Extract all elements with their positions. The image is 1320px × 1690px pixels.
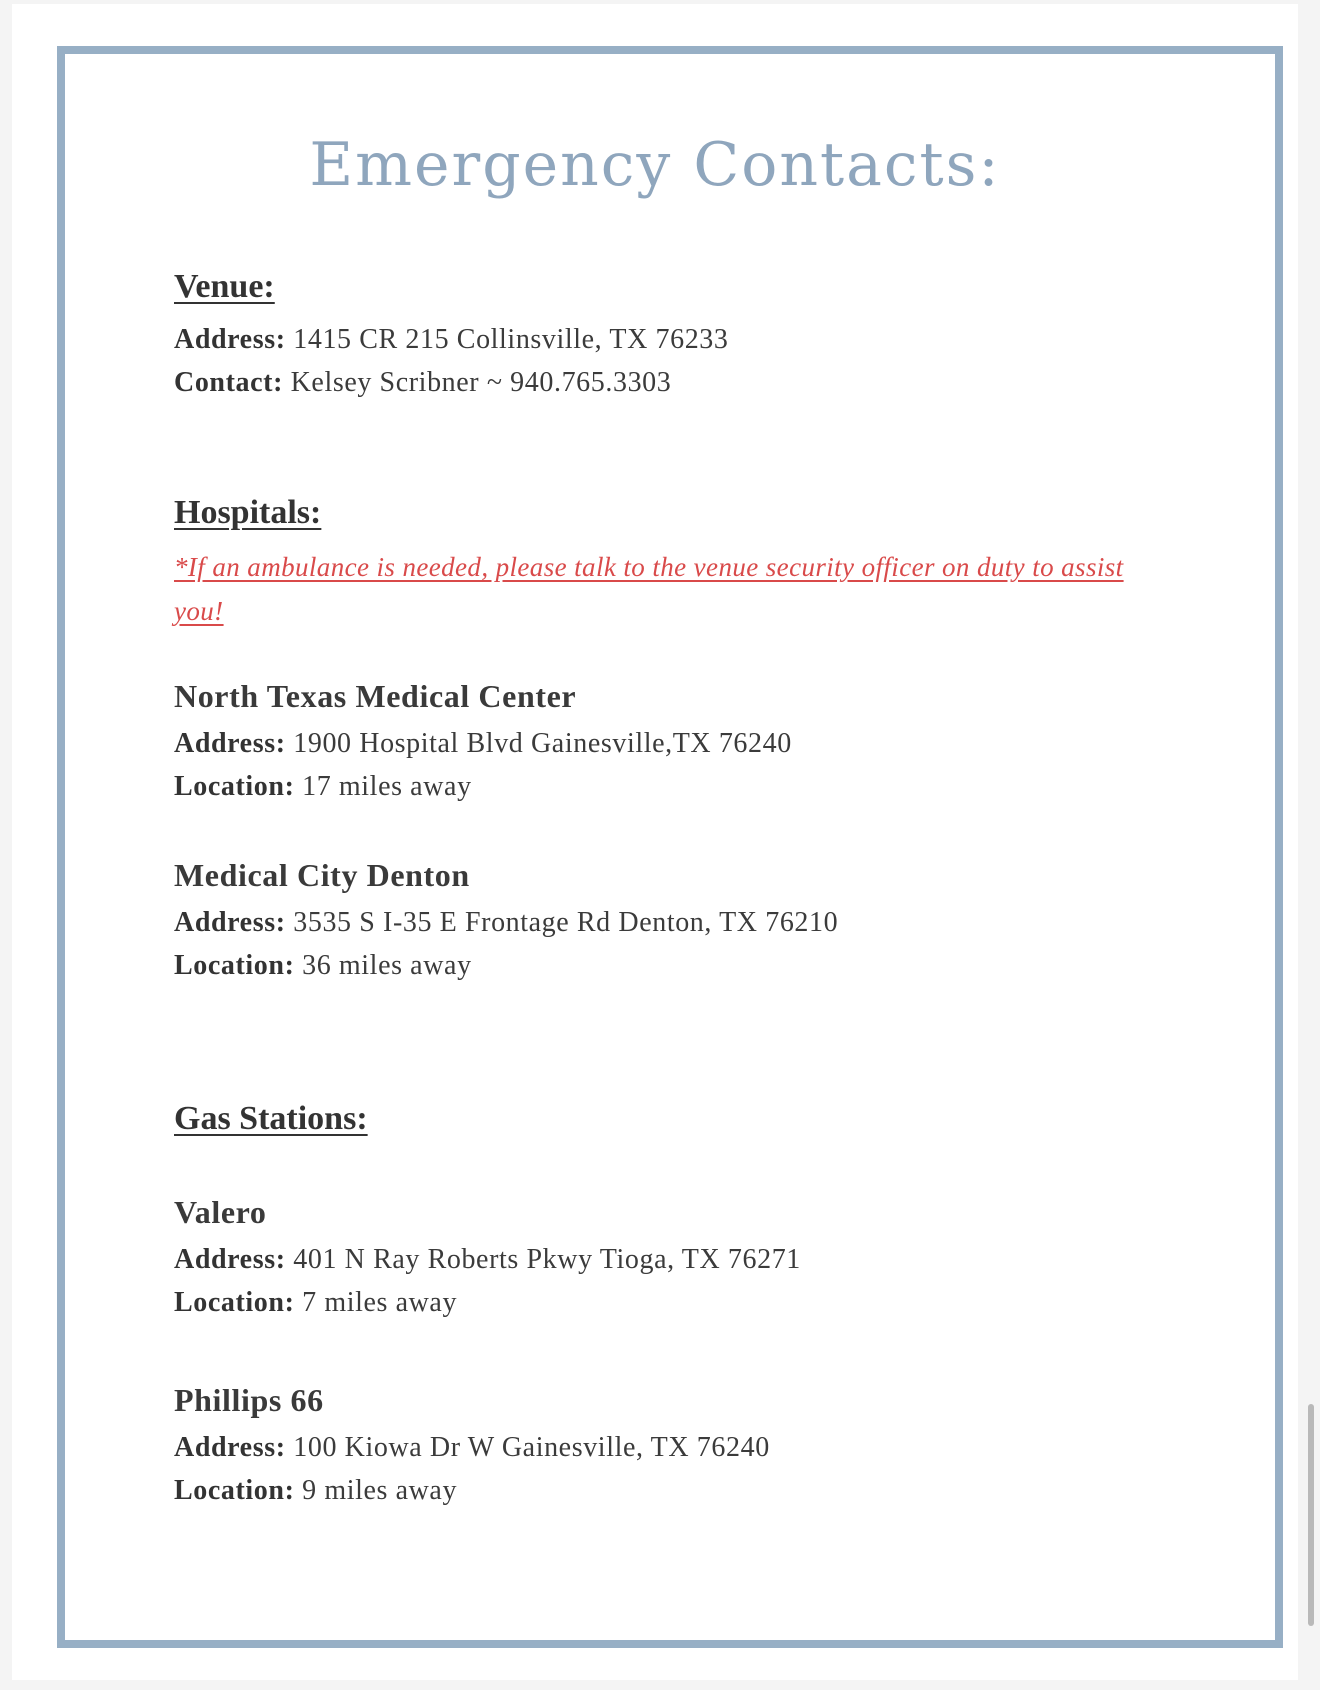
venue-address-line xyxy=(174,324,729,356)
address-label: Address: xyxy=(174,1432,286,1463)
gas-stations-heading: Gas Stations: xyxy=(174,1100,368,1137)
location-label: Location: xyxy=(174,950,295,981)
venue-address: 1415 CR 215 Collinsville, TX 76233 xyxy=(293,324,729,355)
gas-station-address: 401 N Ray Roberts Pkwy Tioga, TX 76271 xyxy=(293,1244,801,1275)
venue-heading: Venue: xyxy=(174,268,275,305)
scrollbar[interactable] xyxy=(1308,1404,1314,1626)
venue-contact-label: Contact: xyxy=(174,367,283,398)
hospital-address-line xyxy=(174,728,792,760)
gas-station-location-line xyxy=(174,1287,457,1319)
page-title: Emergency Contacts: xyxy=(309,130,1001,200)
hospital-name: Medical City Denton xyxy=(174,857,470,893)
gas-station-name: Valero xyxy=(174,1194,267,1230)
hospital-location: 36 miles away xyxy=(302,950,472,981)
gas-station-location: 7 miles away xyxy=(302,1287,458,1318)
document-page xyxy=(12,4,1298,1680)
hospital-location: 17 miles away xyxy=(302,771,472,802)
hospital-address-line xyxy=(174,907,838,939)
ambulance-notice: *If an ambulance is needed, please talk to the venue security officer on duty to assist you! xyxy=(174,552,1124,626)
gas-station-address: 100 Kiowa Dr W Gainesville, TX 76240 xyxy=(293,1432,770,1463)
address-label: Address: xyxy=(174,728,286,759)
hospital-address: 3535 S I-35 E Frontage Rd Denton, TX 76210 xyxy=(293,907,839,938)
location-label: Location: xyxy=(174,1287,295,1318)
venue-contact-line xyxy=(174,367,671,399)
venue-address-label: Address: xyxy=(174,324,286,355)
hospital-name: North Texas Medical Center xyxy=(174,678,577,714)
gas-station-name: Phillips 66 xyxy=(174,1382,324,1418)
gas-station-location: 9 miles away xyxy=(302,1475,458,1506)
hospital-location-line xyxy=(174,950,472,982)
hospital-address: 1900 Hospital Blvd Gainesville,TX 76240 xyxy=(293,728,792,759)
gas-station-location-line xyxy=(174,1475,457,1507)
hospitals-heading: Hospitals: xyxy=(174,494,322,531)
address-label: Address: xyxy=(174,1244,286,1275)
address-label: Address: xyxy=(174,907,286,938)
hospital-location-line xyxy=(174,771,472,803)
location-label: Location: xyxy=(174,771,295,802)
gas-station-address-line xyxy=(174,1244,801,1276)
gas-station-address-line xyxy=(174,1432,770,1464)
location-label: Location: xyxy=(174,1475,295,1506)
venue-contact: Kelsey Scribner ~ 940.765.3303 xyxy=(290,367,672,398)
